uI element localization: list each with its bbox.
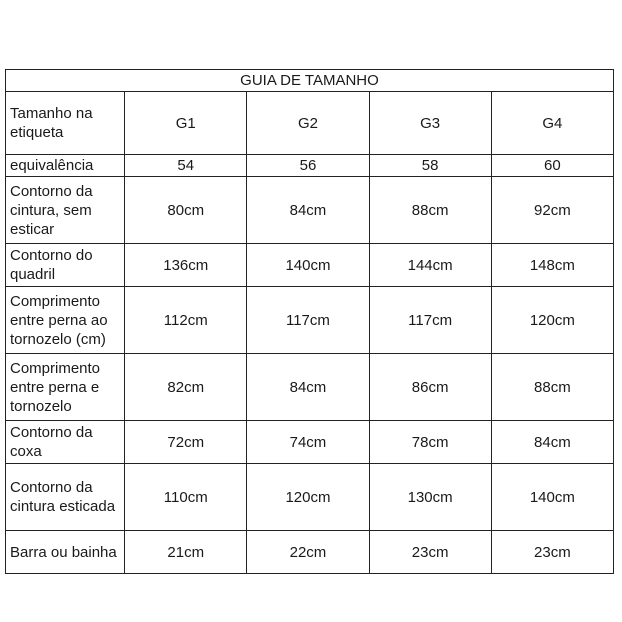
row-label: equivalência <box>6 155 125 177</box>
row-value: 110cm <box>125 464 247 531</box>
size-header-g4: G4 <box>491 92 613 155</box>
row-value: 88cm <box>369 177 491 244</box>
row-value: 78cm <box>369 421 491 464</box>
row-value: 120cm <box>247 464 369 531</box>
table-row <box>6 177 614 244</box>
row-value: 58 <box>369 155 491 177</box>
table-title: GUIA DE TAMANHO <box>6 70 614 92</box>
row-value: 21cm <box>125 531 247 574</box>
row-value: 130cm <box>369 464 491 531</box>
title-row <box>6 70 614 92</box>
header-label: Tamanho na etiqueta <box>6 92 125 155</box>
table-row <box>6 464 614 531</box>
table-row <box>6 244 614 287</box>
row-value: 23cm <box>369 531 491 574</box>
row-value: 117cm <box>247 287 369 354</box>
row-label: Contorno do quadril <box>6 244 125 287</box>
row-label: Contorno da cintura esticada <box>6 464 125 531</box>
row-value: 117cm <box>369 287 491 354</box>
row-label: Contorno da coxa <box>6 421 125 464</box>
row-value: 56 <box>247 155 369 177</box>
row-value: 148cm <box>491 244 613 287</box>
size-header-g1: G1 <box>125 92 247 155</box>
table-row <box>6 155 614 177</box>
row-label: Comprimento entre perna e tornozelo <box>6 354 125 421</box>
row-value: 112cm <box>125 287 247 354</box>
row-value: 84cm <box>491 421 613 464</box>
table-row <box>6 287 614 354</box>
row-value: 74cm <box>247 421 369 464</box>
row-value: 136cm <box>125 244 247 287</box>
size-guide-table <box>5 69 614 574</box>
row-label: Barra ou bainha <box>6 531 125 574</box>
size-header-g2: G2 <box>247 92 369 155</box>
row-label: Comprimento entre perna ao tornozelo (cm) <box>6 287 125 354</box>
table-row <box>6 354 614 421</box>
size-header-g3: G3 <box>369 92 491 155</box>
row-value: 140cm <box>491 464 613 531</box>
row-value: 92cm <box>491 177 613 244</box>
row-value: 84cm <box>247 177 369 244</box>
row-value: 140cm <box>247 244 369 287</box>
row-value: 84cm <box>247 354 369 421</box>
row-value: 80cm <box>125 177 247 244</box>
row-value: 54 <box>125 155 247 177</box>
row-value: 72cm <box>125 421 247 464</box>
row-value: 144cm <box>369 244 491 287</box>
row-value: 22cm <box>247 531 369 574</box>
row-label: Contorno da cintura, sem esticar <box>6 177 125 244</box>
row-value: 82cm <box>125 354 247 421</box>
row-value: 23cm <box>491 531 613 574</box>
table-row <box>6 531 614 574</box>
row-value: 120cm <box>491 287 613 354</box>
header-row <box>6 92 614 155</box>
table-row <box>6 421 614 464</box>
row-value: 88cm <box>491 354 613 421</box>
row-value: 86cm <box>369 354 491 421</box>
row-value: 60 <box>491 155 613 177</box>
